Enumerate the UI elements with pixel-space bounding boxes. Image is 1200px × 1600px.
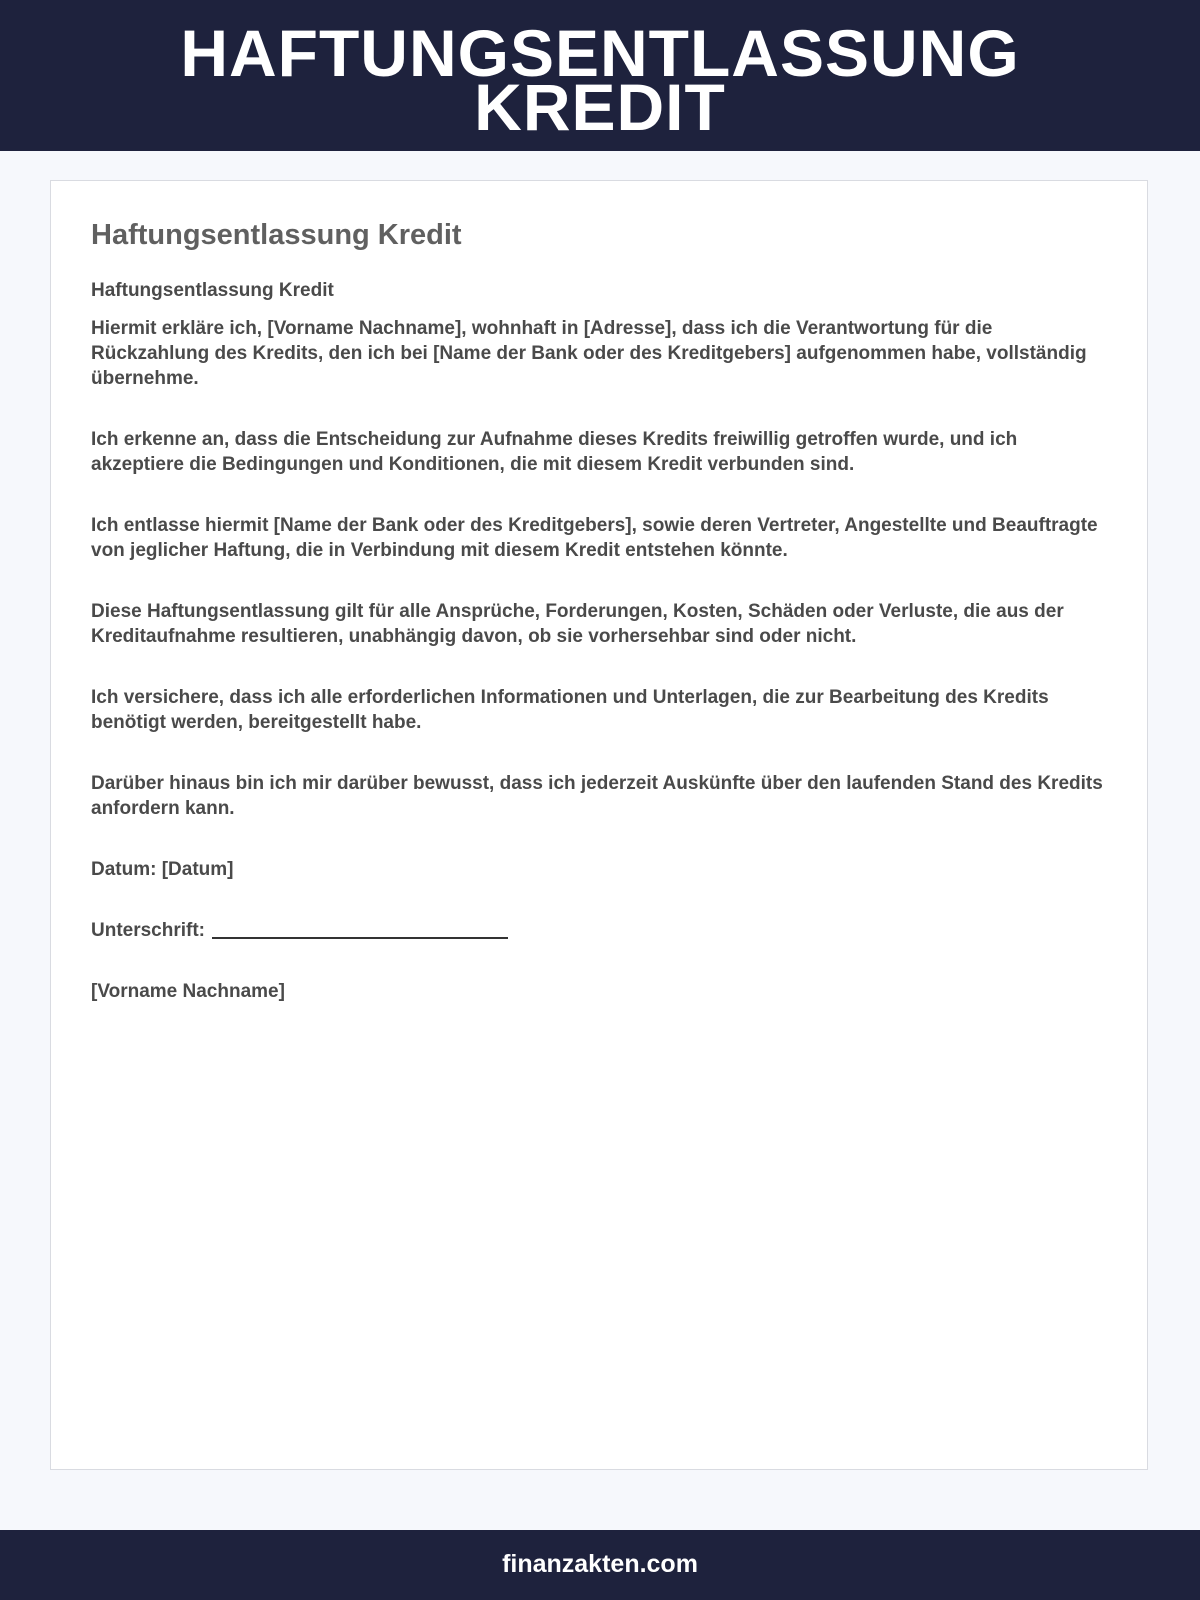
name-line: [Vorname Nachname]: [91, 981, 285, 1002]
paragraph-responsibility: Hiermit erkläre ich, [Vorname Nachname], wohnhaft in [Adresse], dass ich die Verantwortung für die Rückzahlung des Kredits, den ich bei [Name der Bank oder des Kreditgebers] aufgenommen habe, vollständig übernehme.: [91, 318, 1087, 389]
signature-row: [91, 918, 1111, 943]
header-title-line1: HAFTUNGSENTLASSUNG: [180, 16, 1020, 90]
date-line: Datum: [Datum]: [91, 859, 234, 880]
paragraph-information: Darüber hinaus bin ich mir darüber bewusst, dass ich jederzeit Auskünfte über den laufenden Stand des Kredits anfordern kann.: [91, 773, 1103, 819]
signature-line: [212, 937, 508, 939]
paragraph-release: Ich entlasse hiermit [Name der Bank oder des Kreditgebers], sowie deren Vertreter, Angestellte und Beauftragte von jeglicher Haftung, die in Verbindung mit diesem Kredit entstehen könnte.: [91, 515, 1098, 561]
paragraph-assurance: Ich versichere, dass ich alle erforderlichen Informationen und Unterlagen, die zur Bearbeitung des Kredits benötigt werden, bereitgestellt habe.: [91, 687, 1049, 733]
document-card: [50, 180, 1148, 1470]
page-header: [0, 0, 1200, 151]
document-body: [91, 316, 1111, 1040]
paragraph-acknowledgement: Ich erkenne an, dass die Entscheidung zur Aufnahme dieses Kredits freiwillig getroffen wurde, und ich akzeptiere die Bedingungen und Konditionen, die mit diesem Kredit verbunden sind.: [91, 429, 1018, 475]
document-heading: Haftungsentlassung Kredit: [91, 219, 462, 251]
paragraph-scope: Diese Haftungsentlassung gilt für alle Ansprüche, Forderungen, Kosten, Schäden oder Verluste, die aus der Kreditaufnahme resultieren, unabhängig davon, ob sie vorhersehbar sind oder nicht.: [91, 601, 1064, 647]
signature-label: Unterschrift:: [91, 920, 206, 941]
document-subheading: Haftungsentlassung Kredit: [91, 280, 334, 301]
header-title: [0, 0, 1200, 144]
page-footer: [0, 1530, 1200, 1600]
footer-site: finanzakten.com: [502, 1550, 698, 1578]
header-title-line2: KREDIT: [474, 70, 726, 144]
